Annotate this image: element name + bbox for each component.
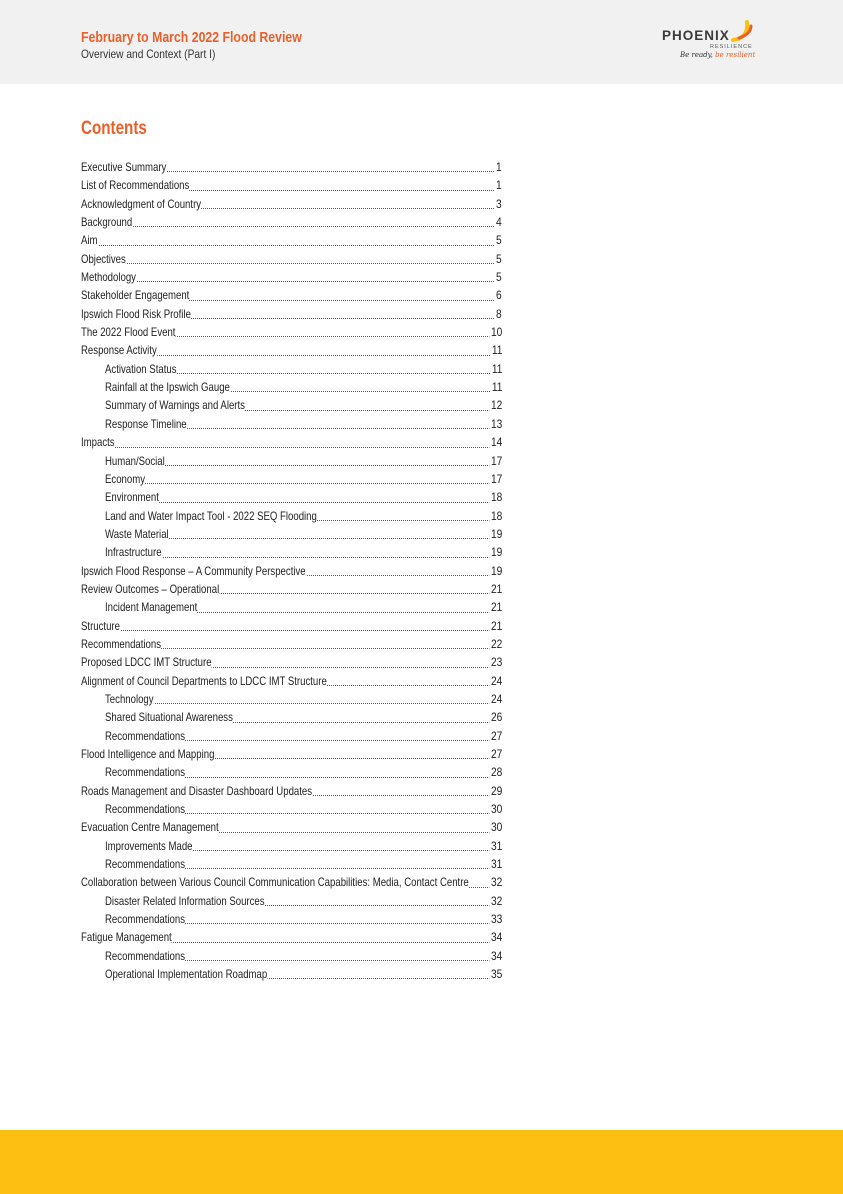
toc-entry-label: Infrastructure (105, 543, 162, 561)
logo-sub: RESILIENCE (710, 44, 753, 50)
toc-entry-label: Incident Management (105, 598, 197, 616)
toc-entry[interactable] (81, 800, 502, 818)
toc-entry-page: 13 (489, 415, 502, 433)
toc-entry[interactable] (81, 892, 502, 910)
toc-entry-label: Activation Status (105, 360, 177, 378)
toc-entry-page: 18 (489, 507, 502, 525)
toc-dot-leader (105, 502, 502, 503)
toc-entry-label: Recommendations (105, 763, 185, 781)
toc-entry-page: 21 (489, 580, 502, 598)
toc-entry-page: 28 (489, 763, 502, 781)
toc-entry-label: Response Activity (81, 341, 157, 359)
toc-entry-page: 19 (489, 562, 502, 580)
toc-dot-leader (81, 263, 502, 264)
toc-entry-page: 27 (489, 727, 502, 745)
toc-entry[interactable] (81, 727, 502, 745)
toc-entry[interactable] (81, 745, 502, 763)
toc-entry-label: Proposed LDCC IMT Structure (81, 653, 212, 671)
page-header (0, 0, 843, 84)
toc-entry-label: Response Timeline (105, 415, 187, 433)
logo-tagline-a: Be ready, (680, 51, 713, 59)
toc-entry-page: 11 (490, 341, 502, 359)
toc-entry-page: 24 (489, 672, 502, 690)
toc-entry[interactable] (81, 415, 502, 433)
toc-entry-label: Structure (81, 617, 120, 635)
toc-entry-label: Economy (105, 470, 145, 488)
toc-entry-page: 4 (495, 213, 502, 231)
toc-dot-leader (105, 557, 502, 558)
toc-entry[interactable] (81, 965, 502, 983)
logo-tagline (680, 51, 755, 59)
toc-entry-page: 10 (489, 323, 502, 341)
toc-entry[interactable] (81, 580, 502, 598)
toc-entry[interactable] (81, 176, 502, 194)
toc-entry-label: Land and Water Impact Tool - 2022 SEQ Flooding (105, 507, 317, 525)
toc-entry[interactable] (81, 910, 502, 928)
toc-entry-page: 11 (490, 360, 502, 378)
toc-dot-leader (105, 483, 502, 484)
toc-entry-label: Improvements Made (105, 837, 193, 855)
toc-entry-label: Aim (81, 231, 98, 249)
toc-entry-label: Review Outcomes – Operational (81, 580, 219, 598)
toc-entry[interactable] (81, 250, 502, 268)
toc-entry-page: 32 (489, 873, 502, 891)
toc-dot-leader (81, 630, 502, 631)
toc-entry-label: Recommendations (105, 800, 185, 818)
logo-tagline-b: be resilient (715, 51, 756, 59)
table-of-contents (81, 158, 502, 983)
toc-entry-page: 31 (489, 855, 502, 873)
toc-entry[interactable] (81, 286, 502, 304)
toc-entry-label: Environment (105, 488, 159, 506)
toc-entry[interactable] (81, 213, 502, 231)
toc-entry-page: 21 (489, 617, 502, 635)
toc-entry[interactable] (81, 947, 502, 965)
toc-entry[interactable] (81, 672, 502, 690)
document-subtitle: Overview and Context (Part I) (81, 47, 216, 61)
toc-entry-label: Operational Implementation Roadmap (105, 965, 267, 983)
toc-entry[interactable] (81, 341, 502, 359)
toc-dot-leader (105, 703, 502, 704)
toc-entry[interactable] (81, 543, 502, 561)
toc-entry-label: Disaster Related Information Sources (105, 892, 265, 910)
toc-entry-page: 35 (489, 965, 502, 983)
toc-entry-label: Fatigue Management (81, 928, 172, 946)
toc-entry[interactable] (81, 690, 502, 708)
toc-entry-label: Human/Social (105, 452, 165, 470)
toc-entry[interactable] (81, 818, 502, 836)
toc-entry-page: 33 (489, 910, 502, 928)
toc-entry-page: 5 (495, 268, 502, 286)
toc-entry-page: 32 (489, 892, 502, 910)
toc-entry-page: 22 (489, 635, 502, 653)
toc-entry-page: 19 (489, 543, 502, 561)
toc-entry-label: Shared Situational Awareness (105, 708, 233, 726)
toc-entry-page: 27 (489, 745, 502, 763)
toc-entry-label: Recommendations (105, 727, 185, 745)
toc-entry[interactable] (81, 562, 502, 580)
toc-entry-page: 6 (495, 286, 502, 304)
toc-entry[interactable] (81, 378, 502, 396)
toc-entry-label: Background (81, 213, 132, 231)
toc-entry-label: Rainfall at the Ipswich Gauge (105, 378, 230, 396)
toc-entry-page: 19 (489, 525, 502, 543)
toc-entry-page: 14 (489, 433, 502, 451)
toc-entry[interactable] (81, 837, 502, 855)
toc-entry[interactable] (81, 598, 502, 616)
toc-entry-label: Stakeholder Engagement (81, 286, 189, 304)
toc-entry[interactable] (81, 231, 502, 249)
toc-entry-page: 1 (495, 176, 502, 194)
toc-entry-page: 18 (489, 488, 502, 506)
toc-entry-label: Collaboration between Various Council Communication Capabilities: Media, Contact Centre (81, 873, 469, 891)
toc-entry-page: 3 (495, 195, 502, 213)
toc-entry-label: Impacts (81, 433, 115, 451)
toc-entry[interactable] (81, 525, 502, 543)
footer-band (0, 1130, 843, 1194)
toc-entry-label: Technology (105, 690, 154, 708)
toc-entry-label: Ipswich Flood Response – A Community Perspective (81, 562, 306, 580)
toc-entry[interactable] (81, 782, 502, 800)
toc-entry-page: 5 (495, 250, 502, 268)
toc-entry-page: 17 (489, 470, 502, 488)
toc-entry-label: Recommendations (81, 635, 161, 653)
toc-entry-label: List of Recommendations (81, 176, 189, 194)
toc-entry-label: Waste Material (105, 525, 169, 543)
toc-entry-page: 30 (489, 800, 502, 818)
toc-entry[interactable] (81, 488, 502, 506)
toc-entry-label: Acknowledgment of Country (81, 195, 201, 213)
toc-entry-page: 8 (495, 305, 502, 323)
toc-entry-label: Roads Management and Disaster Dashboard Updates (81, 782, 312, 800)
toc-entry[interactable] (81, 873, 502, 891)
logo-swoosh-icon (729, 18, 755, 44)
toc-entry[interactable] (81, 305, 502, 323)
toc-entry-label: Evacuation Centre Management (81, 818, 219, 836)
phoenix-resilience-logo (660, 18, 760, 66)
toc-entry-page: 29 (489, 782, 502, 800)
toc-entry[interactable] (81, 928, 502, 946)
toc-entry-page: 21 (489, 598, 502, 616)
toc-entry-page: 5 (495, 231, 502, 249)
toc-entry-page: 11 (490, 378, 502, 396)
toc-entry-label: Executive Summary (81, 158, 166, 176)
toc-entry-page: 12 (489, 396, 502, 414)
toc-entry-page: 34 (489, 928, 502, 946)
contents-heading: Contents (81, 118, 147, 139)
toc-entry[interactable] (81, 470, 502, 488)
toc-entry[interactable] (81, 268, 502, 286)
document-title: February to March 2022 Flood Review (81, 29, 302, 46)
toc-entry[interactable] (81, 617, 502, 635)
toc-entry-label: Recommendations (105, 910, 185, 928)
toc-entry[interactable] (81, 360, 502, 378)
toc-entry-label: The 2022 Flood Event (81, 323, 175, 341)
toc-entry-page: 30 (489, 818, 502, 836)
toc-entry[interactable] (81, 763, 502, 781)
toc-entry[interactable] (81, 158, 502, 176)
toc-entry-label: Alignment of Council Departments to LDCC IMT Structure (81, 672, 327, 690)
toc-entry-page: 26 (489, 708, 502, 726)
toc-entry-page: 1 (495, 158, 502, 176)
logo-name: PHOENIX (662, 28, 730, 43)
toc-entry[interactable] (81, 708, 502, 726)
toc-entry[interactable] (81, 195, 502, 213)
toc-entry-label: Summary of Warnings and Alerts (105, 396, 245, 414)
toc-entry[interactable] (81, 396, 502, 414)
toc-dot-leader (81, 281, 502, 282)
toc-entry[interactable] (81, 452, 502, 470)
toc-entry[interactable] (81, 855, 502, 873)
toc-entry-label: Recommendations (105, 947, 185, 965)
toc-entry-page: 34 (489, 947, 502, 965)
toc-entry-label: Methodology (81, 268, 136, 286)
toc-entry-page: 23 (489, 653, 502, 671)
toc-entry-label: Objectives (81, 250, 126, 268)
toc-entry[interactable] (81, 323, 502, 341)
toc-entry[interactable] (81, 635, 502, 653)
toc-dot-leader (81, 447, 502, 448)
toc-entry-label: Ipswich Flood Risk Profile (81, 305, 191, 323)
toc-entry-label: Recommendations (105, 855, 185, 873)
toc-dot-leader (81, 245, 502, 246)
toc-entry[interactable] (81, 433, 502, 451)
toc-dot-leader (81, 226, 502, 227)
toc-entry-page: 31 (489, 837, 502, 855)
toc-entry[interactable] (81, 653, 502, 671)
toc-entry-label: Flood Intelligence and Mapping (81, 745, 214, 763)
toc-entry-page: 24 (489, 690, 502, 708)
toc-entry[interactable] (81, 507, 502, 525)
toc-entry-page: 17 (489, 452, 502, 470)
